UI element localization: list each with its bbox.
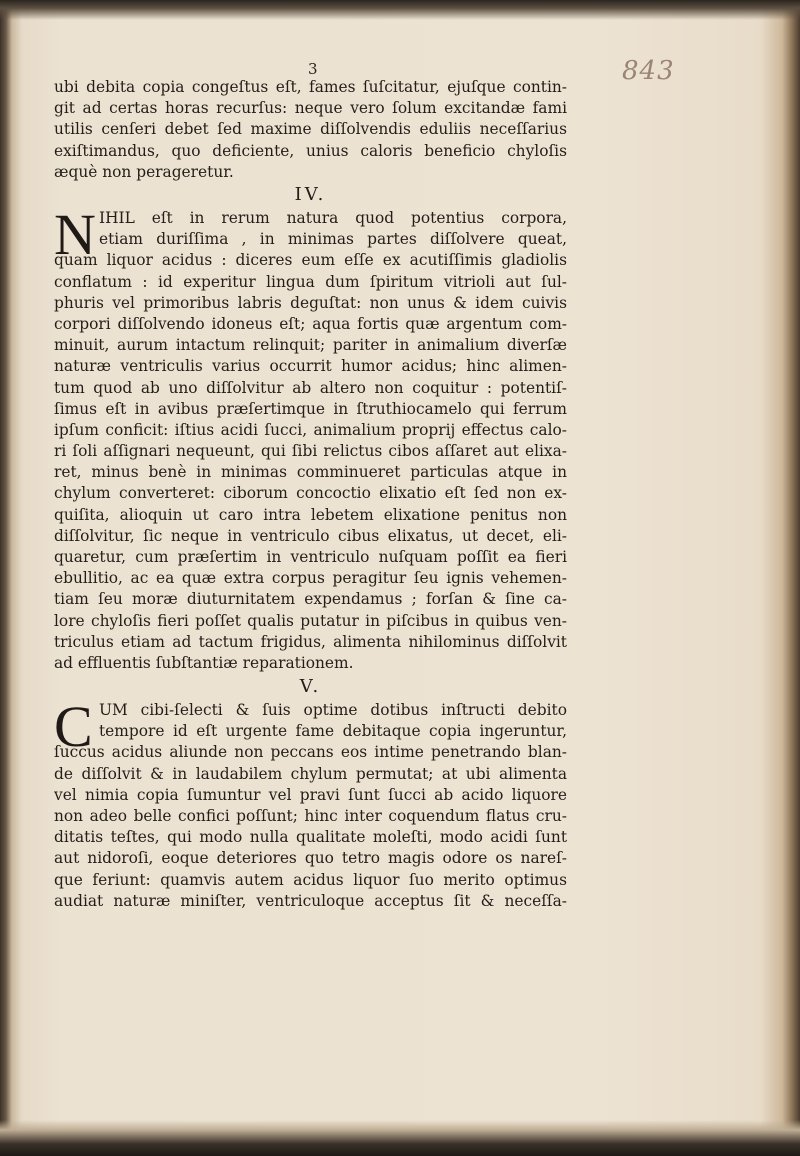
text-line: ſuccus acidus aliunde non peccans eos intime penetrando blan- [54, 743, 567, 762]
bottom-edge-shadow [0, 1120, 800, 1156]
paragraph-section-v [54, 694, 567, 912]
text-line: tiam ſeu moræ diuturnitatem expendamus ; forſan & ſine ca- [54, 590, 567, 609]
text-line: tempore id eſt urgente fame debitaque copia ingeruntur, [99, 722, 567, 741]
paragraph-continuation [54, 77, 567, 183]
handwritten-folio-number: 843 [622, 56, 675, 86]
text-line: IHIL eſt in rerum natura quod potentius corpora, [99, 209, 567, 227]
text-line: naturæ ventriculis varius occurrit humor acidus; hinc alimen- [54, 357, 567, 376]
text-line: triculus etiam ad tactum frigidus, alimenta nihilominus diſſolvit [54, 632, 567, 651]
text-line: etiam duriſſima , in minimas partes diſſolvere queat, [99, 230, 567, 249]
text-line: corpori diſſolvendo idoneus eſt; aqua fortis quæ argentum com- [54, 314, 567, 333]
text-line: audiat naturæ miniſter, ventriculoque acceptus ſit & neceſſa- [54, 891, 567, 910]
text-line: phuris vel primoribus labris deguſtat: non unus & idem cuivis [54, 293, 567, 312]
text-line: minuit, aurum intactum relinquit; pariter in animalium diverſæ [54, 336, 567, 355]
text-line: vel nimia copia ſumuntur vel pravi ſunt ſucci ab acido liquore [54, 785, 567, 804]
text-line: æquè non perageretur. [54, 162, 234, 181]
text-line: quiſita, alioquin ut caro intra lebetem elixatione penitus non [54, 505, 567, 524]
text-line: lore chyloſis fieri poſſet qualis putatur in piſcibus in quibus ven- [54, 611, 567, 630]
section-heading-v: V. [299, 676, 322, 697]
page-number: 3 [308, 60, 318, 78]
text-line: ipſum conficit: iſtius acidi ſucci, animalium proprij effectus calo- [54, 420, 567, 439]
text-line: conflatum : id experitur lingua dum ſpiritum vitrioli aut ſul- [54, 272, 567, 291]
paragraph-section-iv [54, 202, 567, 674]
text-line: UM cibi-ſelecti & ſuis optime dotibus inſtructi debito [99, 701, 567, 719]
text-line: utilis cenſeri debet ſed maxime diſſolvendis eduliis neceſſarius [54, 120, 567, 139]
text-line: quam liquor acidus : diceres eum eſſe ex acutiſſimis gladiolis [54, 251, 567, 270]
text-line: diſſolvitur, ſic neque in ventriculo cibus elixatus, ut decet, eli- [54, 526, 567, 545]
text-line: non adeo belle confici poſſunt; hinc inter coquendum flatus cru- [54, 806, 567, 825]
drop-cap-c: C [54, 694, 93, 759]
text-line: ubi debita copia congeſtus eſt, fames ſuſcitatur, ejuſque contin- [54, 78, 567, 96]
text-line: ebullitio, ac ea quæ extra corpus peragitur ſeu ignis vehemen- [54, 569, 567, 588]
text-line: tum quod ab uno diſſolvitur ab altero non coquitur : potentiſ- [54, 378, 567, 397]
drop-cap-n: N [54, 202, 96, 267]
text-line: ſimus eſt in avibus præſertimque in ſtruthiocamelo qui ferrum [54, 399, 567, 418]
top-edge-shadow [0, 0, 800, 20]
text-line: exiſtimandus, quo deficiente, unius caloris beneficio chyloſis [54, 141, 567, 160]
text-line: chylum converteret: ciborum concoctio elixatio eſt ſed non ex- [54, 484, 567, 503]
text-line: ret, minus benè in minimas comminueret particulas atque in [54, 463, 567, 482]
section-heading-iv: IV. [294, 184, 327, 205]
text-line: aut nidoroſi, eoque deteriores quo tetro magis odore os nareſ- [54, 849, 567, 868]
text-line: ad effluentis ſubſtantiæ reparationem. [54, 653, 354, 672]
text-line: git ad certas horas recurſus: neque vero ſolum excitandæ fami [54, 99, 567, 118]
text-line: que feriunt: quamvis autem acidus liquor ſuo merito optimus [54, 870, 567, 889]
text-line: quaretur, cum præſertim in ventriculo nuſquam poſſit ea fieri [54, 548, 567, 566]
text-line: ri ſoli aſſignari nequeunt, qui ſibi relictus cibos aſſaret aut elixa- [54, 442, 567, 461]
text-line: ditatis teſtes, qui modo nulla qualitate moleſti, modo acidi ſunt [54, 828, 567, 847]
text-line: de diſſolvit & in laudabilem chylum permutat; at ubi alimenta [54, 764, 567, 783]
